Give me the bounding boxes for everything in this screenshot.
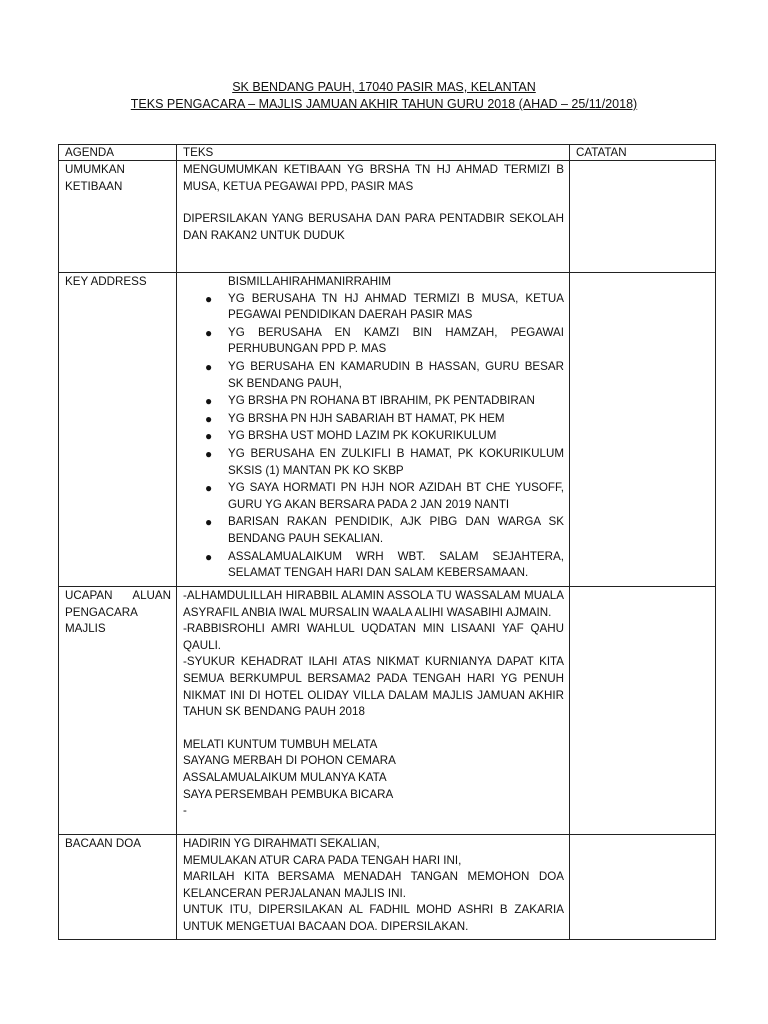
- bullet-icon: ●: [205, 446, 213, 461]
- list-item: ● YG BRSHA PN HJH SABARIAH BT HAMAT, PK HEM: [205, 411, 505, 426]
- table-row: [59, 161, 716, 273]
- document-header: [0, 79, 768, 113]
- list-item: ● YG BERUSAHA EN KAMZI BIN HAMZAH, PEGAWAI PERHUBUNGAN PPD P. MAS: [205, 325, 564, 356]
- agenda-label: UCAPAN ALUAN PENGACARA MAJLIS: [65, 589, 171, 636]
- poem-line: MELATI KUNTUM TUMBUH MELATA: [183, 737, 378, 751]
- bullet-icon: ●: [205, 394, 213, 409]
- event-title: TEKS PENGACARA – MAJLIS JAMUAN AKHIR TAHUN GURU 2018 (AHAD – 25/11/2018): [130, 97, 638, 111]
- bullet-icon: ●: [205, 291, 213, 306]
- catatan-cell: [570, 835, 716, 940]
- teks-paragraph: MENGUMUMKAN KETIBAAN YG BRSHA TN HJ AHMAD TERMIZI B MUSA, KETUA PEGAWAI PPD, PASIR MAS: [183, 163, 564, 193]
- agenda-cell: [59, 587, 177, 835]
- table-row: [59, 587, 716, 835]
- teks-paragraph: -ALHAMDULILLAH HIRABBIL ALAMIN ASSOLA TU WASSALAM MUALA ASYRAFIL ANBIA IWAL MURSALIN WAALA ALIHI WASABIHI AJMAIN.: [183, 589, 564, 619]
- column-header-agenda: AGENDA: [59, 145, 177, 161]
- address-list: [183, 291, 564, 582]
- agenda-label: BACAAN DOA: [65, 837, 142, 850]
- teks-line: MARILAH KITA BERSAMA MENADAH TANGAN MEMOHON DOA KELANCERAN PERJALANAN MAJLIS INI.: [183, 870, 564, 900]
- poem-line: SAYANG MERBAH DI POHON CEMARA: [183, 754, 396, 768]
- list-item: ● ASSALAMUALAIKUM WRH WBT. SALAM SEJAHTERA, SELAMAT TENGAH HARI DAN SALAM KEBERSAMAAN.: [205, 549, 564, 580]
- poem-line: SAYA PERSEMBAH PEMBUKA BICARA: [183, 787, 394, 801]
- teks-cell: [177, 273, 570, 587]
- column-header-catatan: CATATAN: [570, 145, 716, 161]
- poem-line: -: [183, 804, 187, 818]
- teks-paragraph: -SYUKUR KEHADRAT ILAHI ATAS NIKMAT KURNIANYA DAPAT KITA SEMUA BERKUMPUL BERSAMA2 PADA TENGAH HARI YG PENUH NIKMAT INI DI HOTEL OLIDAY VILLA DALAM MAJLIS JAMUAN AKHIR TAHUN SK BENDANG PAUH 2018: [183, 655, 564, 719]
- bullet-icon: ●: [205, 515, 213, 530]
- agenda-cell: [59, 161, 177, 273]
- opening-line: BISMILLAHIRAHMANIRRAHIM: [228, 275, 391, 288]
- table-row: [59, 835, 716, 940]
- agenda-cell: [59, 835, 177, 940]
- school-title: SK BENDANG PAUH, 17040 PASIR MAS, KELANTAN: [232, 80, 536, 94]
- agenda-cell: [59, 273, 177, 587]
- table-header-row: [59, 145, 716, 161]
- agenda-label: KEY ADDRESS: [65, 275, 147, 288]
- teks-line: HADIRIN YG DIRAHMATI SEKALIAN,: [183, 837, 380, 850]
- table-row: [59, 273, 716, 587]
- list-item: ● YG BERUSAHA EN ZULKIFLI B HAMAT, PK KOKURIKULUM SKSIS (1) MANTAN PK KO SKBP: [205, 446, 564, 477]
- teks-cell: [177, 835, 570, 940]
- poem-line: ASSALAMUALAIKUM MULANYA KATA: [183, 770, 387, 784]
- teks-cell: [177, 161, 570, 273]
- teks-paragraph: DIPERSILAKAN YANG BERUSAHA DAN PARA PENTADBIR SEKOLAH DAN RAKAN2 UNTUK DUDUK: [183, 212, 564, 242]
- teks-paragraph: -RABBISROHLI AMRI WAHLUL UQDATAN MIN LISAANI YAF QAHU QAULI.: [183, 622, 564, 652]
- agenda-table: [58, 144, 716, 940]
- bullet-icon: ●: [205, 325, 213, 340]
- list-item: ● YG BERUSAHA TN HJ AHMAD TERMIZI B MUSA, KETUA PEGAWAI PENDIDIKAN DAERAH PASIR MAS: [205, 291, 564, 322]
- catatan-cell: [570, 161, 716, 273]
- bullet-icon: ●: [205, 429, 213, 444]
- list-item: ● YG SAYA HORMATI PN HJH NOR AZIDAH BT CHE YUSOFF, GURU YG AKAN BERSARA PADA 2 JAN 2019 NANTI: [205, 481, 564, 511]
- list-item: ● YG BERUSAHA EN KAMARUDIN B HASSAN, GURU BESAR SK BENDANG PAUH,: [205, 359, 564, 390]
- list-item: ● YG BRSHA PN ROHANA BT IBRAHIM, PK PENTADBIRAN: [205, 394, 535, 409]
- column-header-teks: TEKS: [177, 145, 570, 161]
- catatan-cell: [570, 273, 716, 587]
- bullet-icon: ●: [205, 481, 213, 496]
- teks-line: UNTUK ITU, DIPERSILAKAN AL FADHIL MOHD ASHRI B ZAKARIA UNTUK MENGETUAI BACAAN DOA. DIPERSILAKAN.: [183, 903, 564, 933]
- list-item: ● YG BRSHA UST MOHD LAZIM PK KOKURIKULUM: [205, 429, 497, 444]
- list-item: ● BARISAN RAKAN PENDIDIK, AJK PIBG DAN WARGA SK BENDANG PAUH SEKALIAN.: [205, 515, 564, 545]
- bullet-icon: ●: [205, 411, 213, 426]
- teks-line: MEMULAKAN ATUR CARA PADA TENGAH HARI INI,: [183, 853, 462, 867]
- bullet-icon: ●: [205, 359, 213, 374]
- bullet-icon: ●: [205, 549, 213, 564]
- agenda-label: UMUMKAN KETIBAAN: [65, 163, 125, 193]
- catatan-cell: [570, 587, 716, 835]
- teks-cell: [177, 587, 570, 835]
